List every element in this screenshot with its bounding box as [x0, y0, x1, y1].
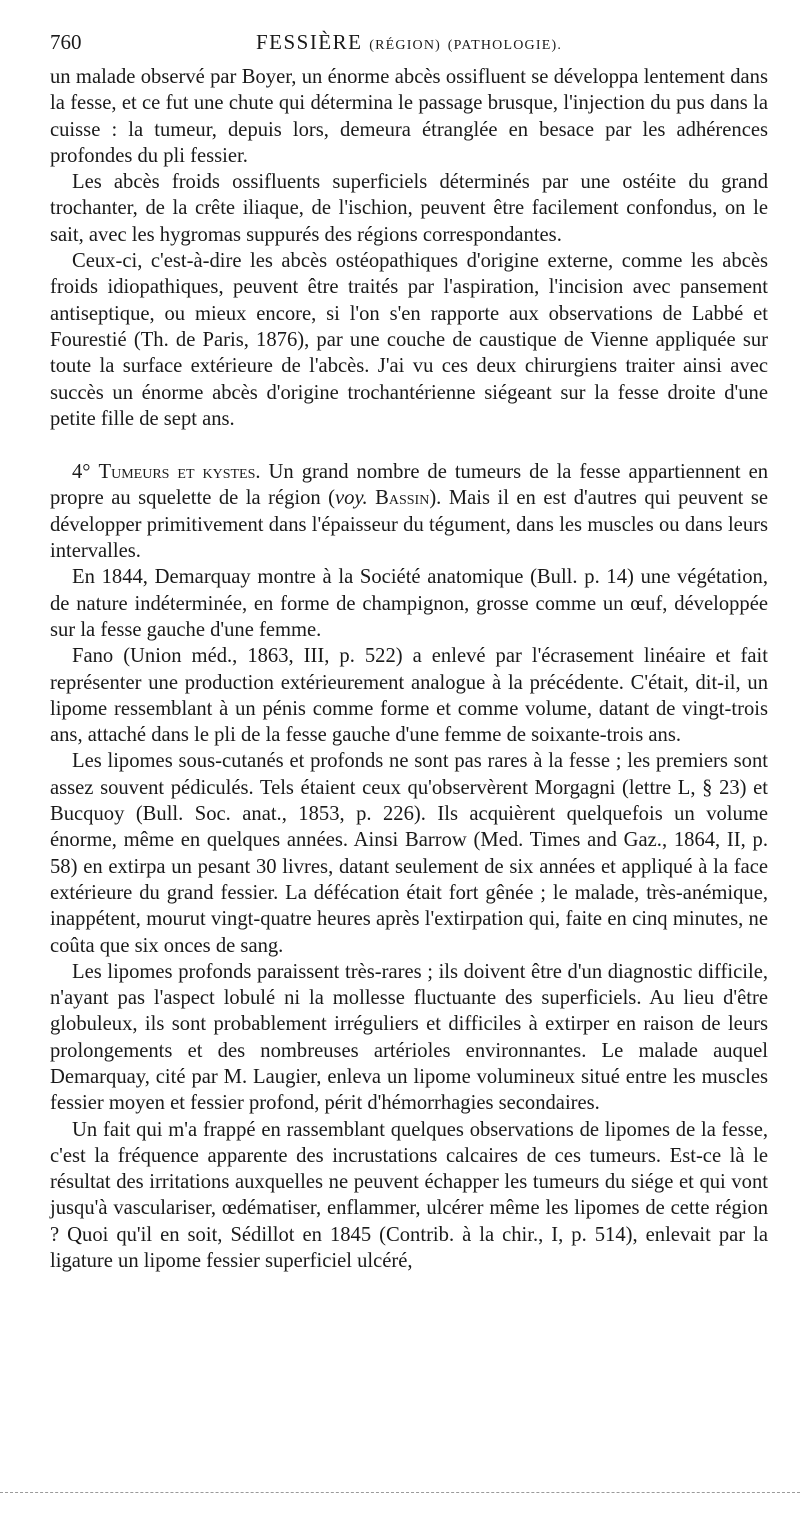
section-number: 4° — [72, 461, 91, 484]
paragraph-incrustations: Un fait qui m'a frappé en rassemblant quelques observations de lipomes de la fesse, c'est la fréquence apparente des incrustations calcaires de ces tumeurs. Est-ce là le résultat des irritations auxquelles ne peuvent échapper les tumeurs du siége et qui vont jusqu'à vasculariser, œdématiser, enflammer, ulcérer même les lipomes de cette région ? Quoi qu'il en soit, Sédillot en 1845 (Contrib. à la chir., I, p. 514), enlevait par la ligature un lipome fessier superficiel ulcéré, — [50, 1118, 768, 1273]
section-heading: Tumeurs et kystes. — [98, 461, 261, 484]
paragraph-fano: Fano (Union méd., 1863, III, p. 522) a enlevé par l'écrasement linéaire et fait représenter une production extérieurement analogue à la précédente. C'était, dit-il, un lipome ressemblant à un pénis comme forme et comme volume, datant de vingt-trois ans, attaché dans le pli de la fesse gauche d'une femme de soixante-trois ans. — [50, 645, 768, 747]
title-region: (RÉGION) — [369, 38, 442, 53]
paragraph-lipomes-profonds: Les lipomes profonds paraissent très-rares ; ils doivent être d'un diagnostic difficile, n'ayant pas l'aspect lobulé ni la mollesse fluctuante des superficiels. Au lieu d'être globuleux, ils sont probablement irréguliers et difficiles à extirper en raison de leurs prolongements et des nombreuses artérioles environnantes. Le malade auquel Demarquay, cité par M. Laugier, enleva un lipome volumineux situé entre les muscles fessier moyen et fessier profond, périt d'hémorrhagies secondaires. — [50, 960, 768, 1115]
section-spacer — [50, 432, 768, 459]
running-title — [50, 30, 768, 55]
scan-bottom-rule — [0, 1492, 800, 1493]
ref-voy: voy. — [335, 487, 368, 510]
section-intro-after: ). Mais il en est d'autres qui peuvent se développer primitivement dans l'épaisseur du tégument, dans les muscles ou dans leurs intervalles. — [50, 487, 768, 563]
paragraph-abces-froids: Les abcès froids ossifluents superficiels déterminés par une ostéite du grand trochanter, de la crête iliaque, de l'ischion, peuvent être facilement confondus, on le sait, avec les hygromas suppurés des régions correspondantes. — [50, 171, 768, 246]
paragraph-continued: un malade observé par Boyer, un énorme abcès ossifluent se développa lentement dans la fesse, et ce fut une chute qui détermina le passage brusque, l'injection du pus dans la cuisse : la tumeur, depuis lors, demeura étranglée en besace par les adhérences profondes du pli fessier. — [50, 66, 768, 167]
page-number: 760 — [50, 30, 82, 54]
running-header — [50, 28, 768, 64]
section-intro-before: Un grand nombre de tumeurs de la fesse appartiennent en propre au squelette de la région ( — [50, 461, 769, 510]
ref-bassin: Bassin — [375, 487, 430, 510]
section-tumeurs-kystes — [50, 459, 768, 564]
paragraph-demarquay-1844: En 1844, Demarquay montre à la Société anatomique (Bull. p. 14) une végétation, de nature indéterminée, en forme de champignon, grosse comme un œuf, développée sur la fesse gauche d'une femme. — [50, 566, 768, 641]
page — [50, 28, 768, 1274]
title-main: FESSIÈRE — [255, 30, 363, 54]
title-section: (PATHOLOGIE). — [447, 38, 563, 53]
paragraph-lipomes: Les lipomes sous-cutanés et profonds ne sont pas rares à la fesse ; les premiers sont assez souvent pédiculés. Tels étaient ceux qu'observèrent Morgagni (lettre L, § 23) et Bucquoy (Bull. Soc. anat., 1853, p. 226). Ils acquièrent quelquefois un volume énorme, même en quelques années. Ainsi Barrow (Med. Times and Gaz., 1864, II, p. 58) en extirpa un pesant 30 livres, datant seulement de six années et appliqué à la face extérieure du grand fessier. La défécation était fort gênée ; le malade, très-anémique, inappétent, mourut vingt-quatre heures après l'extirpation qui, faite en cinq minutes, ne coûta que six onces de sang. — [50, 750, 768, 957]
paragraph-traitement: Ceux-ci, c'est-à-dire les abcès ostéopathiques d'origine externe, comme les abcès froids idiopathiques, peuvent être traités par l'aspiration, l'incision avec pansement antiseptique, ou mieux encore, si l'on s'en rapporte aux observations de Labbé et Fourestié (Th. de Paris, 1876), par une couche de caustique de Vienne appliquée sur toute la surface extérieure de l'abcès. J'ai vu ces deux chirurgiens traiter ainsi avec succès un énorme abcès d'origine trochantérienne siégeant sur la fesse droite d'une petite fille de sept ans. — [50, 250, 768, 430]
